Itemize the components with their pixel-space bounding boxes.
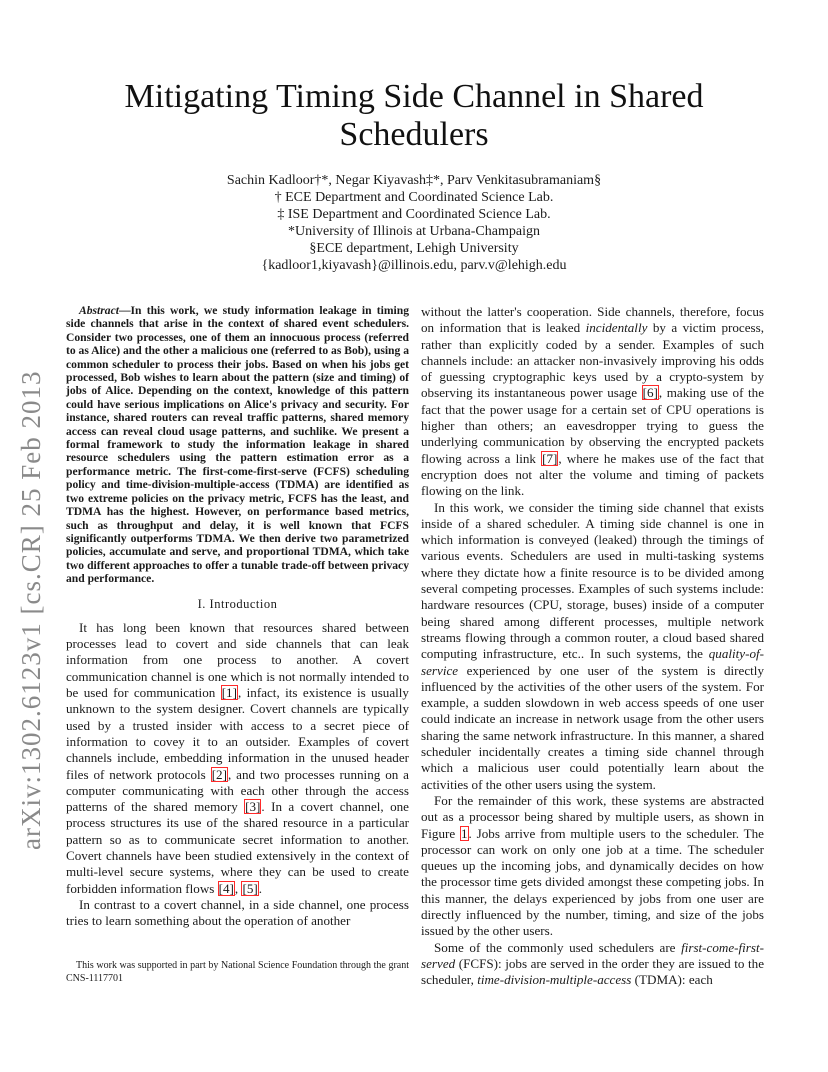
right-column [421,304,764,988]
abstract-text: —In this work, we study information leakage in timing side channels that arise in the context of shared event schedulers. Consider two processes, one of them an innocuous process (referred to as Alice) and the other a malicious one (referred to as Bob), using a common scheduler to process their jobs. Based on when his jobs get processed, Bob wishes to learn about the pattern (size and timing) of jobs of Alice. Depending on the context, knowledge of this pattern could have serious implications on Alice's privacy and security. For instance, shared routers can reveal traffic patterns, shared memory access can reveal cloud usage patterns, and suchlike. We present a formal framework to study the information leakage in shared resource schedulers using the pattern estimation error as a performance metric. The first-come-first-serve (FCFS) scheduling policy and time-division-multiple-access (TDMA) are identified as two extreme policies on the privacy metric, FCFS has the least, and TDMA has the highest. However, on performance based metrics, such as throughput and delay, it is well known that FCFS significantly outperforms TDMA. We then derive two parametrized policies, accumulate and serve, and proportional TDMA, which take two different approaches to offer a tunable trade-off between privacy and performance. [66,304,409,586]
intro-paragraph-3: without the latter's cooperation. Side channels, therefore, focus on information that is leaked incidentally by a victim process, rather than explicitly coded by a sender. Examples of such channels include: an attacker non-invasively improving his odds of guessing cryptographic keys used by a crypto-system by observing its instantaneous power usage [6], making use of the fact that the power usage for a certain set of CPU operations is higher than others; an eavesdropper trying to guess the underlying communication by observing the encrypted packets flowing across a link [7], where he makes use of the fact that encryption does not alter the volume and timing of packets flowing on the link. [421,304,764,499]
abstract [66,304,409,586]
abstract-lead: Abstract [79,304,119,317]
affiliation-ece: † ECE Department and Coordinated Science Lab. [274,190,554,205]
affiliation-lehigh: §ECE department, Lehigh University [309,241,519,256]
author-names: Sachin Kadloor†*, Negar Kiyavash‡*, Parv Venkitasubramaniam§ [226,173,602,188]
figure-link[interactable]: 1 [461,825,468,841]
citation-link[interactable]: [6] [642,385,658,401]
affiliation-uiuc: *University of Illinois at Urbana-Champaign [288,224,540,239]
left-column [66,304,409,929]
citation-link[interactable]: [5] [242,880,258,896]
citation-link[interactable]: [2] [211,766,227,782]
intro-paragraph-2: In contrast to a covert channel, in a side channel, one process tries to learn something about the operation of another [66,896,409,929]
arxiv-watermark: arXiv:1302.6123v1 [cs.CR] 25 Feb 2013 [16,370,46,850]
citation-link[interactable]: [7] [542,450,558,466]
intro-paragraph-6: Some of the commonly used schedulers are first-come-first-served (FCFS): jobs are served in the order they are issued to the scheduler, time-division-multiple-access (TDMA): each [421,939,764,988]
footnote-text: This work was supported in part by National Science Foundation through the grant CNS-1117701 [66,960,409,984]
section-heading: I. Introduction [197,596,278,611]
intro-paragraph-1: It has long been known that resources shared between processes lead to covert and side channels that can leak information from one process to another. A covert communication channel is one which is not normally intended to be used for communication [1], infact, its existence is usually unknown to the system designer. Covert channels are typically used by a trusted insider with access to a secret piece of information to covey it to an outsider. Examples of covert channels include, embedding information in the unused header files of network protocols [2], and two processes running on a computer communicating with each other through the access patterns of the shared memory [3]. In a covert channel, one process structures its use of the shared resource in a particular pattern so as to communicate secret information to another. Covert channels have been studied extensively in the context of multi-level secure systems, where they can be used to create forbidden information flows [4], [5]. [66,619,409,896]
citation-link[interactable]: [4] [218,880,234,896]
intro-paragraph-4: In this work, we consider the timing side channel that exists inside of a shared scheduler. A timing side channel is one in which information is conveyed (leaked) through the timings of various events. Schedulers are used in multi-tasking systems where they dictate how a finite resource is to be divided among several competing processes. Examples of such systems include: hardware resources (CPU, storage, buses) inside of a computer being shared among different processes, multiple network streams flowing through a common router, a cloud based shared computing infrastructure, etc.. In such systems, the quality-of-service experienced by one user of the system is directly influenced by the activities of the other users of the system. For example, a sudden slowdown in web access speeds of one user could indicate an increase in network usage from the other users sharing the same network infrastructure. In this manner, a shared scheduler incidentally creates a timing side channel through which a malicious user could potentially learn about the activities of the other users using the system. [421,499,764,792]
intro-paragraph-5: For the remainder of this work, these systems are abstracted out as a processor being shared by multiple users, as shown in Figure 1. Jobs arrive from multiple users to the scheduler. The processor can work on only one job at a time. The scheduler queues up the incoming jobs, and dynamically decides on how the processor time gets divided amongst these competing jobs. In this manner, the delays experienced by jobs from one user are directly influenced by the number, timing, and size of the jobs issued by the other users. [421,792,764,939]
author-emails: {kadloor1,kiyavash}@illinois.edu, parv.v@lehigh.edu [261,258,567,273]
citation-link[interactable]: [1] [221,685,237,701]
funding-footnote [66,960,409,985]
paper-title: Mitigating Timing Side Channel in Shared Schedulers [124,78,704,153]
affiliation-ise: ‡ ISE Department and Coordinated Science Lab. [277,207,551,222]
author-block [120,172,708,274]
citation-link[interactable]: [3] [245,799,261,815]
